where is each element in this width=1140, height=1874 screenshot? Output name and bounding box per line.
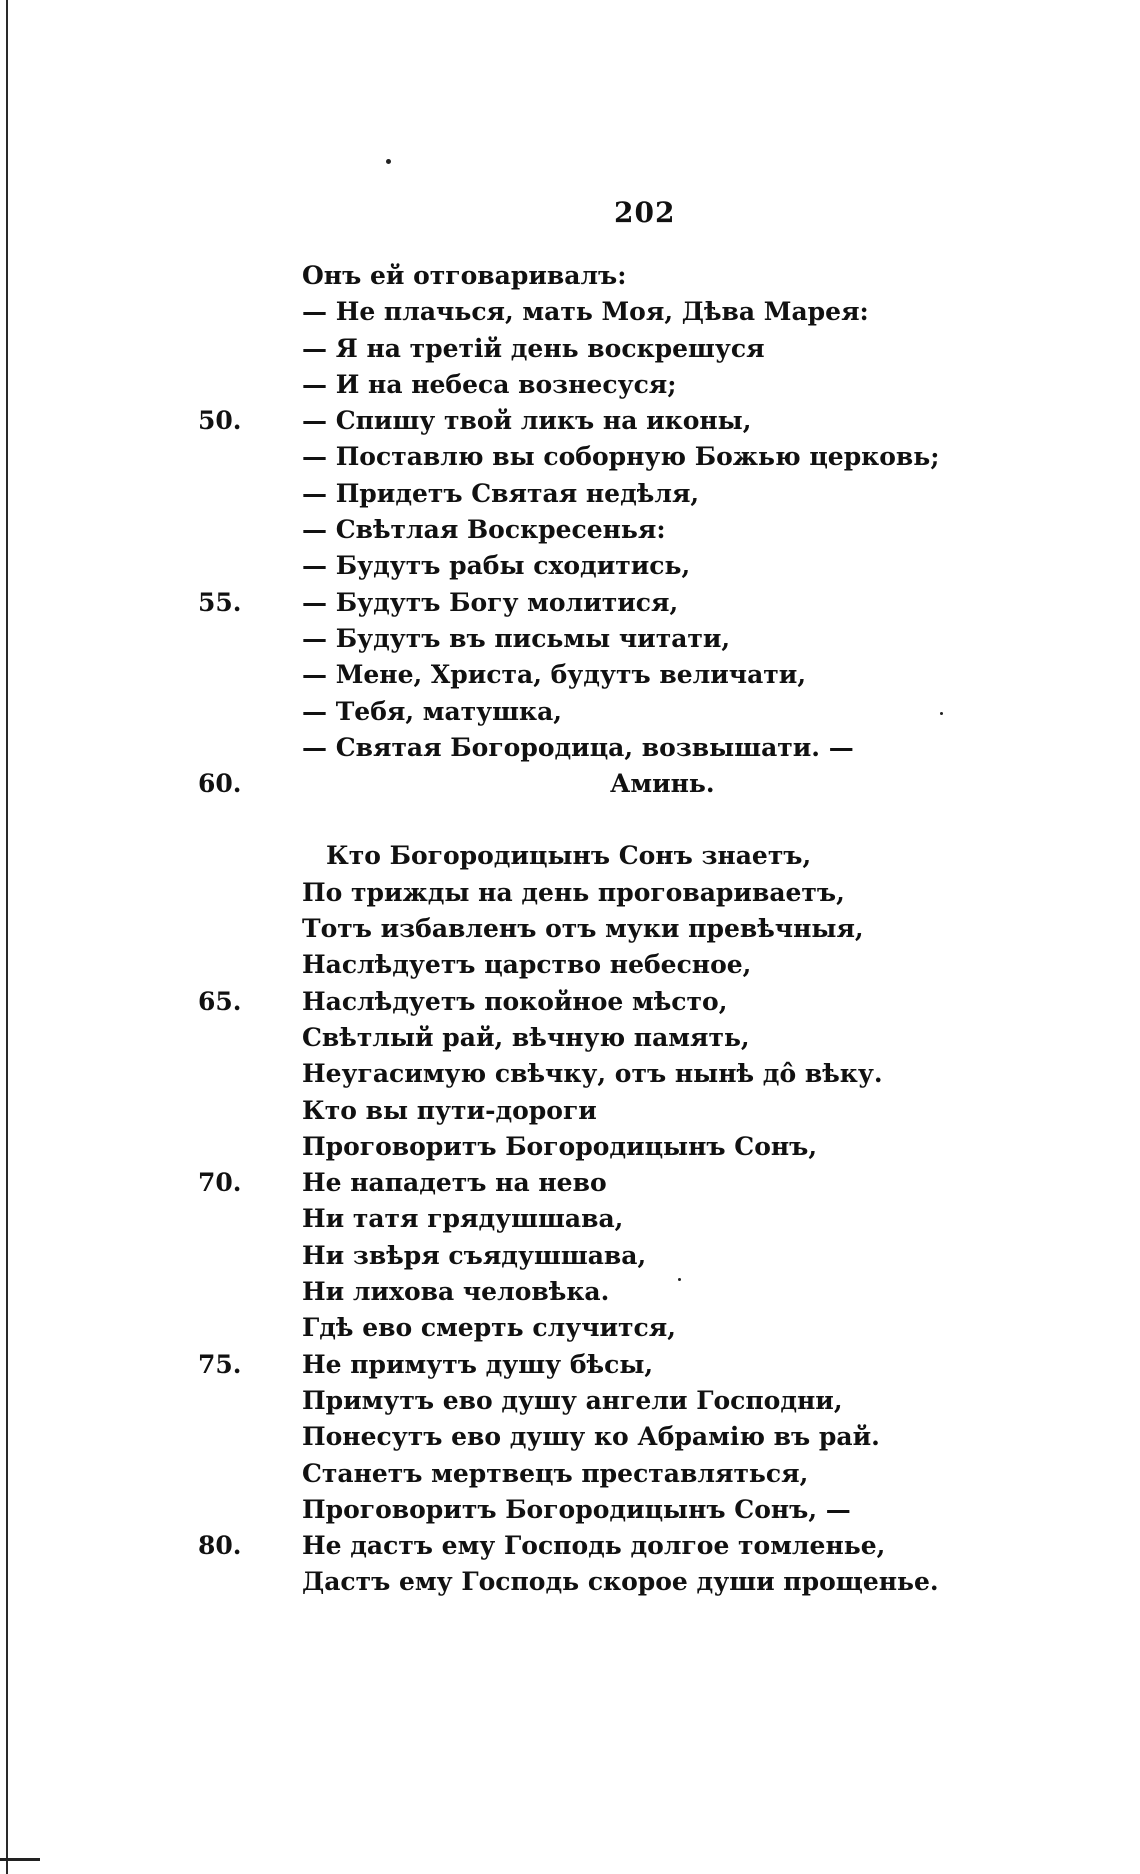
line-text: — Придетъ Святая недѣля, (302, 478, 700, 508)
line-text: — Не плачься, мать Моя, Дѣва Марея: (302, 297, 869, 327)
poem-line (250, 911, 1070, 947)
line-number: 75. (198, 1349, 242, 1379)
line-text: Не нападетъ на нево (302, 1168, 607, 1198)
line-text: Тотъ избавленъ отъ муки превѣчныя, (302, 914, 864, 944)
poem-line (250, 947, 1070, 983)
line-text: Ни татя грядушшава, (302, 1204, 624, 1234)
line-text: Гдѣ ево смерть случится, (302, 1313, 676, 1343)
line-text: — И на небеса вознесуся; (302, 369, 677, 399)
poem-text (198, 258, 1070, 1601)
line-text: — Будутъ въ письмы читати, (302, 623, 731, 653)
scan-edge-mark (0, 1858, 40, 1861)
poem-line (198, 403, 1070, 439)
line-text: Ни звѣря съядушшава, (302, 1240, 647, 1270)
poem-line (250, 875, 1070, 911)
poem-line (250, 367, 1070, 403)
poem-line (250, 548, 1070, 584)
line-text: Свѣтлый рай, вѣчную память, (302, 1022, 750, 1052)
line-number: 80. (198, 1531, 242, 1561)
poem-line (250, 1492, 1070, 1528)
poem-line (250, 694, 1070, 730)
poem-line (250, 1238, 1070, 1274)
poem-line (250, 439, 1070, 475)
poem-line (250, 1310, 1070, 1346)
line-text: Кто вы пути-дороги (302, 1095, 597, 1125)
line-text: Ни лихова человѣка. (302, 1277, 610, 1307)
poem-line (250, 1419, 1070, 1455)
poem-line (250, 476, 1070, 512)
line-text: — Спишу твой ликъ на иконы, (302, 406, 752, 436)
poem-line (250, 331, 1070, 367)
line-text: Наслѣдуетъ царство небесное, (302, 950, 752, 980)
poem-line (250, 730, 1070, 766)
poem-line (198, 1347, 1070, 1383)
poem-line (198, 585, 1070, 621)
line-text: Станетъ мертвецъ преставляться, (302, 1458, 809, 1488)
line-text: Понесутъ ево душу ко Абрамію въ рай. (302, 1422, 880, 1452)
line-text: — Я на третій день воскрешуся (302, 333, 765, 363)
poem-line (250, 1020, 1070, 1056)
line-number: 55. (198, 587, 242, 617)
poem-line (198, 984, 1070, 1020)
line-text: — Тебя, матушка, (302, 696, 562, 726)
poem-line (198, 1528, 1070, 1564)
poem-line (250, 1093, 1070, 1129)
line-text: — Свѣтлая Воскресенья: (302, 515, 666, 545)
amen-text: Аминь. (610, 769, 715, 799)
poem-line (250, 1456, 1070, 1492)
line-text: — Поставлю вы соборную Божью церковь; (302, 442, 940, 472)
poem-line (198, 766, 1070, 802)
line-text: По трижды на день проговариваетъ, (302, 877, 845, 907)
poem-line (250, 258, 1070, 294)
poem-line (198, 1165, 1070, 1201)
poem-line (250, 294, 1070, 330)
poem-line (250, 838, 1070, 874)
line-text: Не дастъ ему Господь долгое томленье, (302, 1531, 886, 1561)
poem-line (250, 1274, 1070, 1310)
poem-line (250, 657, 1070, 693)
poem-line (250, 512, 1070, 548)
line-text: — Святая Богородица, возвышати. — (302, 732, 854, 762)
line-number: 60. (198, 769, 242, 799)
line-number: 65. (198, 986, 242, 1016)
line-text: — Мене, Христа, будутъ величати, (302, 660, 807, 690)
page-edge-binding (6, 0, 8, 1874)
line-text: Проговоритъ Богородицынъ Сонъ, — (302, 1494, 851, 1524)
line-text: Не примутъ душу бѣсы, (302, 1349, 654, 1379)
poem-line (250, 621, 1070, 657)
line-text: Онъ ей отговаривалъ: (302, 261, 627, 290)
line-text: — Будутъ Богу молитися, (302, 587, 679, 617)
line-text: Кто Богородицынъ Сонъ знаетъ, (326, 841, 812, 871)
ink-speck (386, 159, 391, 164)
poem-line (250, 1129, 1070, 1165)
line-text: Примутъ ево душу ангели Господни, (302, 1385, 843, 1415)
line-text: Наслѣдуетъ покойное мѣсто, (302, 986, 728, 1016)
poem-line (250, 1564, 1070, 1600)
poem-line (250, 1201, 1070, 1237)
line-text: — Будутъ рабы сходитись, (302, 551, 691, 581)
page-number: 202 (614, 196, 676, 229)
line-number: 70. (198, 1168, 242, 1198)
poem-line (250, 1056, 1070, 1092)
line-text: Неугасимую свѣчку, отъ нынѣ до̂ вѣку. (302, 1059, 883, 1089)
line-number: 50. (198, 406, 242, 436)
line-text: Проговоритъ Богородицынъ Сонъ, (302, 1131, 818, 1161)
line-text: Дастъ ему Господь скорое души прощенье. (302, 1567, 939, 1597)
poem-line (250, 1383, 1070, 1419)
